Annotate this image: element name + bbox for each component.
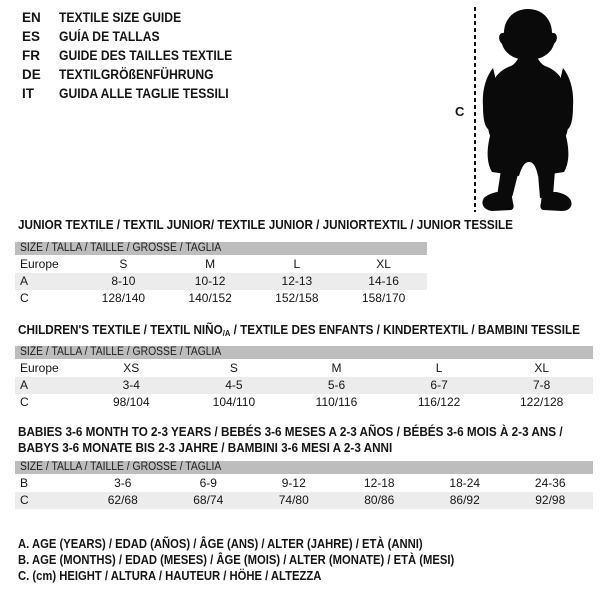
table-cell: S <box>119 257 128 271</box>
height-measure-dashed-line <box>474 7 476 212</box>
language-header <box>22 8 252 103</box>
language-label: GUIDA ALLE TAGLIE TESSILI <box>59 86 229 101</box>
table-cell: 116/122 <box>417 395 461 409</box>
title-part: / TEXTILE DES ENFANTS / KINDERTEXTIL / BAMBINI TESSILE <box>230 322 580 337</box>
size-header-label: SIZE / TALLA / TAILLE / GRÖSSE / TAGLIA <box>20 461 222 473</box>
table-cell: S <box>229 361 238 375</box>
table-cell: XS <box>123 361 140 375</box>
footnotes <box>18 536 503 584</box>
table-cell: L <box>435 361 443 375</box>
table-cell: 158/170 <box>361 291 406 305</box>
title-part: CHILDREN'S TEXTILE / TEXTIL NIÑO <box>18 322 223 337</box>
table-cell: XL <box>376 257 391 271</box>
junior-section-title <box>18 217 568 233</box>
table-cell: M <box>205 257 216 271</box>
row-label: A <box>20 378 29 392</box>
babies-title-line1: BABIES 3-6 MONTH TO 2-3 YEARS / BEBÉS 3-6 MESES A 2-3 AÑOS / BÉBÉS 3-6 MOIS À 2-3 ANS / <box>18 424 563 439</box>
footnote-a-text: A. AGE (YEARS) / EDAD (AÑOS) / ÂGE (ANS) / ALTER (JAHRE) / ETÀ (ANNI) <box>18 537 423 551</box>
language-row <box>22 65 252 84</box>
table-row <box>15 475 593 492</box>
language-label: GUÍA DE TALLAS <box>59 29 160 44</box>
size-header-label: SIZE / TALLA / TAILLE / GRÖSSE / TAGLIA <box>20 242 222 254</box>
table-cell: 140/152 <box>188 291 232 305</box>
table-cell: L <box>293 257 301 271</box>
babies-section-title <box>18 424 600 456</box>
table-cell: 8-10 <box>111 274 136 288</box>
table-cell: 12-18 <box>363 476 395 490</box>
language-row <box>22 27 252 46</box>
language-row <box>22 8 252 27</box>
language-code: DE <box>22 67 41 82</box>
row-label: B <box>20 476 29 490</box>
table-cell: 92/98 <box>535 493 566 507</box>
size-header-bar <box>15 461 593 474</box>
table-cell: 74/80 <box>278 493 309 507</box>
footnote-b <box>18 552 503 568</box>
babies-title-line2: BABYS 3-6 MONATE BIS 2-3 JAHRE / BAMBINI 3-6 MESI A 2-3 ANNI <box>18 440 393 455</box>
table-cell: 110/116 <box>315 395 358 409</box>
table-cell: 14-16 <box>368 274 399 288</box>
language-row <box>22 84 252 103</box>
row-label: A <box>20 274 29 288</box>
table-cell: 3-6 <box>114 476 132 490</box>
table-cell: 12-13 <box>281 274 313 288</box>
children-section-title <box>18 322 600 341</box>
language-row <box>22 46 252 65</box>
table-cell: 7-8 <box>533 378 551 392</box>
table-cell: 122/128 <box>519 395 564 409</box>
language-label: TEXTILGRÖßENFÜHRUNG <box>59 67 214 82</box>
table-cell: 80/86 <box>364 493 395 507</box>
table-cell: 128/140 <box>101 291 146 305</box>
babies-size-table <box>15 461 593 509</box>
table-cell: 24-36 <box>534 476 566 490</box>
table-cell: 10-12 <box>194 274 226 288</box>
children-size-table <box>15 346 593 411</box>
children-section-title-text <box>18 322 580 341</box>
size-header-bar <box>15 242 427 255</box>
row-label: Europe <box>20 257 59 271</box>
table-cell: M <box>331 361 342 375</box>
table-cell: 6-7 <box>430 378 448 392</box>
row-label: C <box>20 395 29 409</box>
size-header-label: SIZE / TALLA / TAILLE / GRÖSSE / TAGLIA <box>20 346 222 358</box>
table-cell: 3-4 <box>122 378 140 392</box>
table-row <box>15 273 427 290</box>
language-code: IT <box>22 86 34 101</box>
table-row <box>15 377 593 394</box>
height-measure-label: C <box>455 104 465 119</box>
table-cell: 9-12 <box>281 476 306 490</box>
table-cell: 152/158 <box>275 291 319 305</box>
table-row <box>15 256 427 273</box>
table-cell: 86/92 <box>449 493 480 507</box>
junior-size-table <box>15 242 427 307</box>
table-cell: XL <box>534 361 550 375</box>
table-row <box>15 290 427 307</box>
table-row <box>15 360 593 377</box>
footnote-c <box>18 568 503 584</box>
table-cell: 68/74 <box>193 493 224 507</box>
table-cell: 98/104 <box>112 395 150 409</box>
row-label: Europe <box>20 361 59 375</box>
language-code: ES <box>22 29 41 44</box>
language-code: FR <box>22 48 40 63</box>
language-label: GUIDE DES TAILLES TEXTILE <box>59 48 233 63</box>
footnote-c-text: C. (cm) HEIGHT / ALTURA / HAUTEUR / HÖHE / ALTEZZA <box>18 569 322 583</box>
junior-section-title-text: JUNIOR TEXTILE / TEXTIL JUNIOR/ TEXTILE JUNIOR / JUNIORTEXTIL / JUNIOR TESSILE <box>18 217 513 232</box>
table-row <box>15 492 593 509</box>
title-subscript: /A <box>222 328 231 338</box>
table-cell: 62/68 <box>107 493 138 507</box>
row-label: C <box>20 291 29 305</box>
table-row <box>15 394 593 411</box>
row-label: C <box>20 493 29 507</box>
language-code: EN <box>22 10 41 25</box>
table-cell: 4-5 <box>225 378 243 392</box>
baby-silhouette-icon <box>481 8 575 214</box>
table-cell: 6-9 <box>199 476 217 490</box>
size-header-bar <box>15 346 593 359</box>
table-cell: 5-6 <box>327 378 346 392</box>
footnote-a <box>18 536 503 552</box>
footnote-b-text: B. AGE (MONTHS) / EDAD (MESES) / ÂGE (MOIS) / ALTER (MONATE) / ETÀ (MESI) <box>18 553 455 567</box>
language-label: TEXTILE SIZE GUIDE <box>59 10 182 25</box>
table-cell: 104/110 <box>212 395 256 409</box>
table-cell: 18-24 <box>449 476 481 490</box>
